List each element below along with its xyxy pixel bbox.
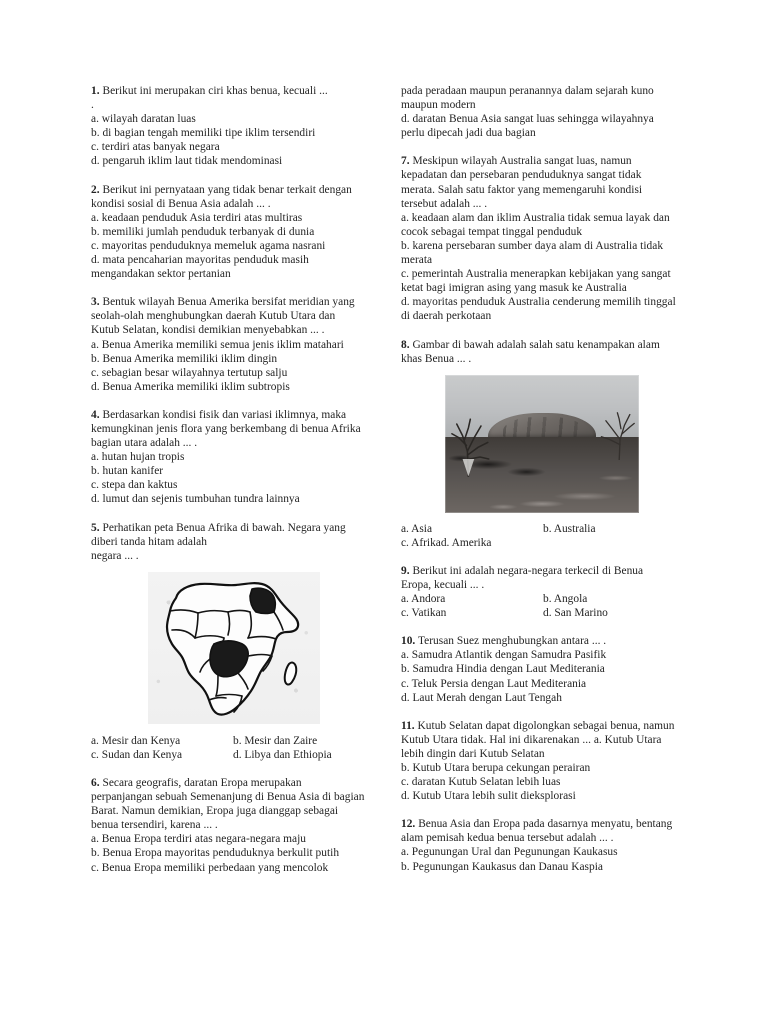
question-7-option-b: b. karena persebaran sumber daya alam di Australia tidak merata [401,239,666,267]
question-3-option-b: b. Benua Amerika memiliki iklim dingin [91,352,278,365]
question-1-stem [91,84,366,98]
question-9-stem-text: Berikut ini adalah negara-negara terkecil di Benua Eropa, kecuali ... . [401,564,646,591]
question-3 [91,295,366,394]
question-1 [91,84,366,169]
question-10-option-b: b. Samudra Hindia dengan Laut Mediterania [401,663,605,676]
question-9-options-row-1 [401,592,676,606]
question-9 [401,564,676,620]
africa-map-icon [148,572,320,724]
question-1-option-c: c. terdiri atas banyak negara [91,141,220,154]
question-10-stem-text: Terusan Suez menghubungkan antara ... . [417,635,607,648]
question-3-number: 3. [91,296,100,309]
question-2-option-d: d. mata pencaharian mayoritas penduduk masih mengandakan sektor pertanian [91,254,312,281]
question-10-option-d: d. Laut Merah dengan Laut Tengah [401,691,562,704]
question-10 [401,634,676,704]
question-12-stem [401,817,676,845]
left-column [91,84,366,875]
question-11-stem-text: Kutub Selatan dapat digolongkan sebagai benua, namun Kutub Utara tidak. Hal ini dikarenakan ... a. Kutub Utara lebih dingin dari Kutub Selatan [401,719,678,760]
question-2-option-c: c. mayoritas penduduknya memeluk agama nasrani [91,239,326,252]
question-12-number: 12. [401,818,416,831]
question-5-number: 5. [91,521,100,534]
question-1-number: 1. [91,85,100,97]
question-2-option-a: a. keadaan penduduk Asia terdiri atas multiras [91,211,303,224]
question-7-option-c: c. pemerintah Australia menerapkan kebijakan yang sangat ketat bagi imigran asing yang masuk ke Australia [401,268,674,295]
question-10-option-c: c. Teluk Persia dengan Laut Mediterania [401,677,587,690]
question-6-option-b: b. Benua Eropa mayoritas penduduknya berkulit putih [91,847,340,860]
question-8-options-row-1 [401,522,676,536]
question-9-option-b: b. Angola [543,593,588,606]
question-9-option-a: a. Andora [401,593,446,606]
question-9-option-c: c. Vatikan [401,607,447,620]
question-7-number: 7. [401,155,410,168]
question-2-stem [91,183,366,211]
question-8-stem [401,338,676,366]
question-5-options-row-2 [91,748,366,762]
question-4 [91,408,366,507]
question-5-stem [91,521,366,549]
question-4-stem-text: Berdasarkan kondisi fisik dan variasi iklimnya, maka kemungkinan jenis flora yang berkembang di benua Afrika bagian utara adalah ... . [91,408,364,450]
question-4-option-c: c. stepa dan kaktus [91,479,178,492]
question-2-stem-text: Berikut ini pernyataan yang tidak benar terkait dengan kondisi sosial di Benua Asia adalah ... . [91,183,355,210]
question-11-number: 11. [401,719,415,732]
question-4-option-d: d. lumut dan sejenis tumbuhan tundra lainnya [91,493,300,506]
question-10-stem [401,634,676,648]
question-5-option-b: b. Mesir dan Zaire [233,734,318,747]
question-6-number: 6. [91,777,100,789]
question-8-options-row-2 [401,536,676,550]
question-12-stem-text: Benua Asia dan Eropa pada dasarnya menyatu, bentang alam pemisah kedua benua tersebut adalah ... . [401,818,676,845]
question-9-options-row-2 [401,606,676,620]
uluru-photo-figure [445,375,639,513]
africa-map-figure [148,572,320,724]
question-7-option-d: d. mayoritas penduduk Australia cenderung memilih tinggal di daerah perkotaan [401,296,679,323]
question-8-option-a: a. Asia [401,522,433,535]
question-9-number: 9. [401,564,410,577]
question-5-options-row-1 [91,734,366,748]
two-column-body [91,84,677,875]
question-3-stem-text: Bentuk wilayah Benua Amerika bersifat meridian yang seolah-olah menghubungkan daerah Kutub Utara dan Kutub Selatan, kondisi demikian menyebabkan ... . [91,296,358,337]
question-8-options-row-2-empty [543,536,676,550]
right-column [401,84,679,875]
question-1-option-a: a. wilayah daratan luas [91,113,196,126]
question-6-stem [91,776,366,832]
question-5-option-a: a. Mesir dan Kenya [91,734,181,747]
question-6-option-c: c. Benua Eropa memiliki perbedaan yang mencolok [91,861,329,874]
question-8 [401,338,676,550]
question-11-option-c: c. daratan Kutub Selatan lebih luas [401,776,561,789]
question-8-option-b: b. Australia [543,522,596,535]
question-7-stem-text: Meskipun wilayah Australia sangat luas, namun kepadatan dan persebaran penduduknya sangat tidak merata. Salah satu faktor yang memengaruhi kondisi tersebut adalah ... . [401,155,645,210]
question-9-option-d: d. San Marino [543,607,608,620]
question-1-option-b: b. di bagian tengah memiliki tipe iklim tersendiri [91,127,316,140]
question-12 [401,817,676,873]
question-9-stem [401,564,676,592]
question-5-option-d: d. Libya dan Ethiopia [233,748,332,761]
question-4-number: 4. [91,408,100,421]
question-5-stem-text: Perhatikan peta Benua Afrika di bawah. Negara yang diberi tanda hitam adalah [91,521,349,548]
question-7-stem [401,154,676,210]
question-11 [401,719,676,804]
question-3-option-d: d. Benua Amerika memiliki iklim subtropis [91,380,290,393]
question-5-option-c: c. Sudan dan Kenya [91,748,183,761]
question-10-number: 10. [401,635,416,648]
question-3-stem [91,295,366,337]
question-12-option-b: b. Pegunungan Kaukasus dan Danau Kaspia [401,860,603,873]
question-5-stem-line2: negara ... . [91,549,139,562]
question-2 [91,183,366,282]
question-11-option-b: b. Kutub Utara berupa cekungan perairan [401,762,591,774]
question-11-option-d: d. Kutub Utara lebih sulit dieksplorasi [401,790,576,803]
question-6 [91,776,366,875]
photo-frame [445,375,639,513]
question-12-option-a: a. Pegunungan Ural dan Pegunungan Kaukasus [401,846,618,859]
question-11-stem [401,719,676,761]
question-1-option-d: d. pengaruh iklim laut tidak mendominasi [91,155,283,168]
question-2-option-b: b. memiliki jumlah penduduk terbanyak di dunia [91,225,315,238]
question-8-option-c-and-d: c. Afrikad. Amerika [401,536,492,549]
question-3-option-a: a. Benua Amerika memiliki semua jenis iklim matahari [91,338,344,351]
question-6-stem-text: Secara geografis, daratan Eropa merupakan perpanjangan sebuah Semenanjung di Benua Asia di bagian Barat. Namun demikian, Eropa juga dianggap sebagai benua tersendiri, karena ... . [91,777,368,832]
question-1-stray-period: . [91,99,94,112]
question-8-number: 8. [401,338,410,351]
question-3-option-c: c. sebagian besar wilayahnya tertutup salju [91,366,288,379]
question-6-option-d: d. daratan Benua Asia sangat luas sehingga wilayahnya perlu dipecah jadi dua bagian [401,113,657,140]
question-6-continuation [401,84,676,140]
question-7 [401,154,679,323]
question-4-option-b: b. hutan kanifer [91,465,164,478]
question-6-option-a: a. Benua Eropa terdiri atas negara-negara maju [91,833,307,846]
question-7-option-a: a. keadaan alam dan iklim Australia tidak semua layak dan cocok sebagai tempat tinggal penduduk [401,211,673,238]
question-8-stem-text: Gambar di bawah adalah salah satu kenampakan alam khas Benua ... . [401,338,663,365]
question-5 [91,521,366,762]
question-2-number: 2. [91,183,100,196]
question-10-option-a: a. Samudra Atlantik dengan Samudra Pasifik [401,649,607,662]
question-6-option-c-continued: pada peradaan maupun peranannya dalam sejarah kuno maupun modern [401,85,657,112]
question-1-stem-text: Berikut ini merupakan ciri khas benua, kecuali ... [102,85,328,97]
question-4-option-a: a. hutan hujan tropis [91,451,185,464]
question-4-stem [91,408,366,450]
